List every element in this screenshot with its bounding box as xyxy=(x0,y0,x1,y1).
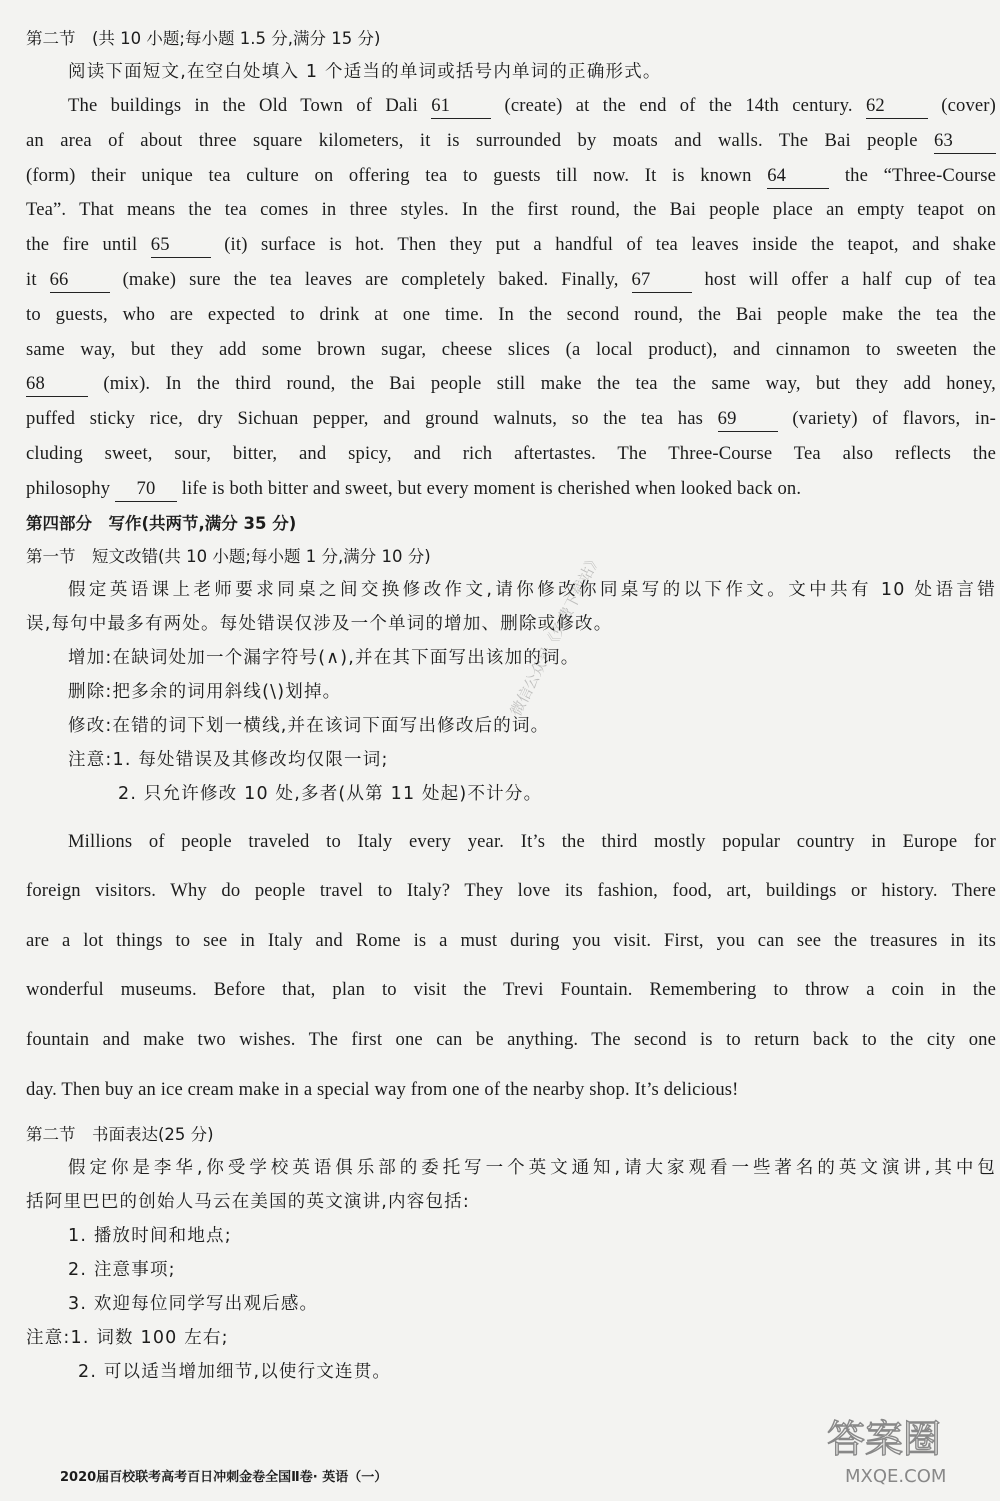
passage-line-5: the fire until 65 (it) surface is hot. Then they put a handful of tea leaves inside the teapot, and shake xyxy=(26,228,996,263)
passage-line-6: it 66 (make) sure the tea leaves are completely baked. Finally, 67 host will offer a half cup of tea xyxy=(26,263,996,298)
passage-line-8: same way, but they add some brown sugar, cheese slices (a local product), and cinnamon to sweeten the xyxy=(26,338,996,360)
writing-task-2: 括阿里巴巴的创始人马云在美国的英文演讲,内容包括: xyxy=(26,1192,470,1213)
writing-item-1: 1. 播放时间和地点; xyxy=(68,1226,232,1247)
passage-line-9: 68 (mix). In the third round, the Bai people still make the tea the same way, but they add honey, xyxy=(26,367,996,402)
blank-68[interactable]: 68 xyxy=(26,372,88,397)
proofread-note-2: 2. 只允许修改 10 处,多者(从第 11 处起)不计分。 xyxy=(118,783,543,804)
logo-main-text: 答案圈 xyxy=(827,1417,942,1461)
blank-62[interactable]: 62 xyxy=(866,94,928,119)
proofread-instruction-2: 误,每句中最多有两处。每处错误仅涉及一个单词的增加、删除或修改。 xyxy=(26,613,613,634)
part4-section1-heading: 第一节 短文改错(共 10 小题;每小题 1 分,满分 10 分) xyxy=(26,546,431,566)
writing-task-1: 假定你是李华,你受学校英语俱乐部的委托写一个英文通知,请大家观看一些著名的英文演讲,其中包 xyxy=(68,1158,996,1179)
essay-line-3: are a lot things to see in Italy and Rome is a must during you visit. First, you can see the treasures in its xyxy=(26,929,996,951)
writing-item-3: 3. 欢迎每位同学写出观后感。 xyxy=(68,1294,319,1315)
blank-70[interactable]: 70 xyxy=(115,477,177,502)
blank-61[interactable]: 61 xyxy=(431,94,491,119)
blank-69[interactable]: 69 xyxy=(718,407,778,432)
proofread-modify-rule: 修改:在错的词下划一横线,并在该词下面写出修改后的词。 xyxy=(68,715,550,736)
passage-line-10: puffed sticky rice, dry Sichuan pepper, and ground walnuts, so the tea has 69 (variety) of flavors, in- xyxy=(26,402,996,437)
essay-line-4: wonderful museums. Before that, plan to visit the Trevi Fountain. Remembering to throw a coin in the xyxy=(26,979,996,1001)
proofread-delete-rule: 删除:把多余的词用斜线(\)划掉。 xyxy=(68,681,342,702)
essay-line-6: day. Then buy an ice cream make in a special way from one of the nearby shop. It’s delicious! xyxy=(26,1078,739,1100)
writing-item-2: 2. 注意事项; xyxy=(68,1260,176,1281)
proofread-note-1: 注意:1. 每处错误及其修改均仅限一词; xyxy=(68,749,389,770)
blank-66[interactable]: 66 xyxy=(50,268,110,293)
proofread-instruction-1: 假定英语课上老师要求同桌之间交换修改作文,请你修改你同桌写的以下作文。文中共有 10 处语言错 xyxy=(68,579,996,600)
essay-line-2: foreign visitors. Why do people travel to Italy? They love its fashion, food, art, buildings or history. There xyxy=(26,880,996,902)
site-logo xyxy=(815,1410,985,1490)
passage-line-7: to guests, who are expected to drink at one time. In the second round, the Bai people make the tea the xyxy=(26,303,996,325)
passage-line-12: philosophy 70 life is both bitter and sweet, but every moment is cherished when looked back on. xyxy=(26,472,996,507)
part4-heading: 第四部分 写作(共两节,满分 35 分) xyxy=(26,513,297,533)
section2-heading: 第二节 (共 10 小题;每小题 1.5 分,满分 15 分) xyxy=(26,29,381,48)
section2-instruction: 阅读下面短文,在空白处填入 1 个适当的单词或括号内单词的正确形式。 xyxy=(68,62,662,82)
writing-note-2: 2. 可以适当增加细节,以使行文连贯。 xyxy=(78,1362,392,1383)
blank-63[interactable]: 63 xyxy=(934,129,996,154)
page-footer: 2020届百校联考高考百日冲刺金卷全国Ⅱ卷· 英语（一） xyxy=(60,1470,388,1485)
blank-67[interactable]: 67 xyxy=(632,268,692,293)
proofread-add-rule: 增加:在缺词处加一个漏字符号(∧),并在其下面写出该加的词。 xyxy=(68,647,580,668)
watermark: 微信公众号《免费下载站》 xyxy=(506,550,605,720)
passage-line-4: Tea”. That means the tea comes in three styles. In the first round, the Bai people place an empty teapot on xyxy=(26,199,996,221)
passage-line-11: cluding sweet, sour, bitter, and spicy, and rich aftertastes. The Three-Course Tea also reflects the xyxy=(26,442,996,464)
passage-line-1: The buildings in the Old Town of Dali 61 (create) at the end of the 14th century. 62 (cover) xyxy=(26,89,996,124)
passage-line-2: an area of about three square kilometers, it is surrounded by moats and walls. The Bai people 63 xyxy=(26,124,996,159)
passage-line-3: (form) their unique tea culture on offering tea to guests till now. It is known 64 the “Three-Course xyxy=(26,159,996,194)
part4-section2-heading: 第二节 书面表达(25 分) xyxy=(26,1125,214,1145)
blank-64[interactable]: 64 xyxy=(767,164,829,189)
essay-line-5: fountain and make two wishes. The first one can be anything. The second is to return back to the city one xyxy=(26,1028,996,1050)
writing-note-1: 注意:1. 词数 100 左右; xyxy=(26,1328,229,1349)
logo-sub-text: MXQE.COM xyxy=(845,1466,947,1487)
essay-line-1: Millions of people traveled to Italy every year. It’s the third mostly popular country in Europe for xyxy=(68,830,996,852)
blank-65[interactable]: 65 xyxy=(151,233,211,258)
